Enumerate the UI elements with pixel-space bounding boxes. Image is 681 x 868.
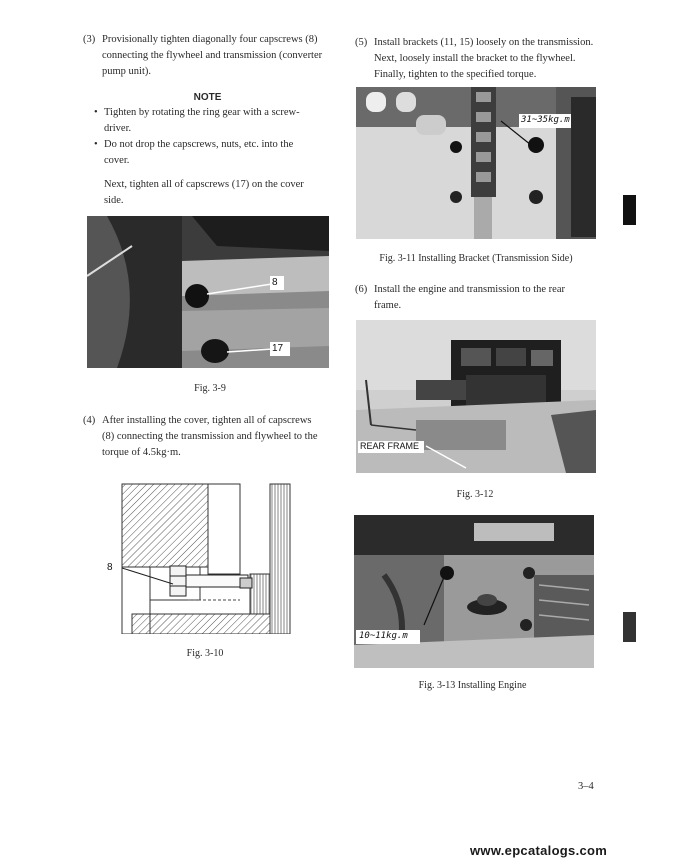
step-3-text xyxy=(83,32,333,80)
fig-3-13-torque-label: 10~11kg.m xyxy=(359,631,408,641)
step-3-line: Provisionally tighten diagonally four capscrews (8) xyxy=(102,34,318,45)
fig-3-9-callout-17: 17 xyxy=(272,343,284,354)
note-item xyxy=(94,137,334,169)
step-4-number: (4) xyxy=(83,415,96,426)
fig-3-9-image xyxy=(87,216,329,368)
step-4-line: After installing the cover, tighten all of capscrews xyxy=(102,415,312,426)
fig-3-11-image xyxy=(356,87,596,239)
fig-3-11-photo xyxy=(356,87,596,239)
fig-3-10-drawing xyxy=(100,474,300,634)
fig-3-12-rear-frame-label: REAR FRAME xyxy=(360,441,420,451)
step-4-line: (8) connecting the transmission and flywheel to the xyxy=(102,431,318,442)
step-6 xyxy=(355,282,605,314)
fig-3-9-callout-8: 8 xyxy=(272,277,278,288)
step-4-line: torque of 4.5kg·m. xyxy=(102,447,181,458)
page-number: 3–4 xyxy=(578,781,594,792)
section-tab-upper xyxy=(623,195,636,225)
fig-3-9-photo xyxy=(87,216,329,368)
step-5-text xyxy=(355,35,605,83)
note-item xyxy=(94,105,334,137)
section-tab-lower xyxy=(623,612,636,642)
note-line: cover. xyxy=(104,155,130,166)
step-3-line: pump unit). xyxy=(102,66,151,77)
step-3-line: connecting the flywheel and transmission (converter xyxy=(102,50,323,61)
step-5-line: Install brackets (11, 15) loosely on the transmission. xyxy=(374,37,594,48)
next-line: side. xyxy=(104,195,124,206)
fig-3-11-caption: Fig. 3-11 Installing Bracket (Transmission Side) xyxy=(379,253,573,264)
fig-3-13-image xyxy=(354,515,594,668)
note-list xyxy=(94,105,334,169)
step-5-line: Next, loosely install the bracket to the flywheel. xyxy=(374,53,576,64)
fig-3-9-caption: Fig. 3-9 xyxy=(194,383,226,394)
note-bullet: • xyxy=(94,107,98,118)
note-line: Tighten by rotating the ring gear with a screw- xyxy=(104,107,300,118)
step-6-line: frame. xyxy=(374,300,402,311)
fig-3-10-caption: Fig. 3-10 xyxy=(186,648,224,659)
fig-3-13-caption: Fig. 3-13 Installing Engine xyxy=(418,680,527,691)
fig-3-12-caption: Fig. 3-12 xyxy=(456,489,494,500)
note-line: Do not drop the capscrews, nuts, etc. into the xyxy=(104,139,294,150)
watermark: www.epcatalogs.com xyxy=(470,843,608,858)
note-line: driver. xyxy=(104,123,132,134)
step-5 xyxy=(355,35,605,83)
step-4 xyxy=(83,413,333,461)
fig-3-13-photo xyxy=(354,515,594,668)
fig-3-12-photo xyxy=(356,320,596,473)
step-3 xyxy=(83,32,333,80)
step-4-text xyxy=(83,413,333,461)
fig-3-11-torque-label: 31~35kg.m xyxy=(521,115,570,125)
fig-3-10-callout-8: 8 xyxy=(107,562,113,573)
step-6-text xyxy=(355,282,605,314)
step-5-line: Finally, tighten to the specified torque. xyxy=(374,69,537,80)
next-line: Next, tighten all of capscrews (17) on the cover xyxy=(104,179,304,190)
note-title: NOTE xyxy=(193,92,222,103)
step-5-number: (5) xyxy=(355,37,368,48)
next-paragraph xyxy=(104,177,336,209)
fig-3-10-svg xyxy=(100,474,300,634)
step-6-line: Install the engine and transmission to the rear xyxy=(374,284,565,295)
step-3-number: (3) xyxy=(83,34,96,45)
step-6-number: (6) xyxy=(355,284,368,295)
note-bullet: • xyxy=(94,139,98,150)
